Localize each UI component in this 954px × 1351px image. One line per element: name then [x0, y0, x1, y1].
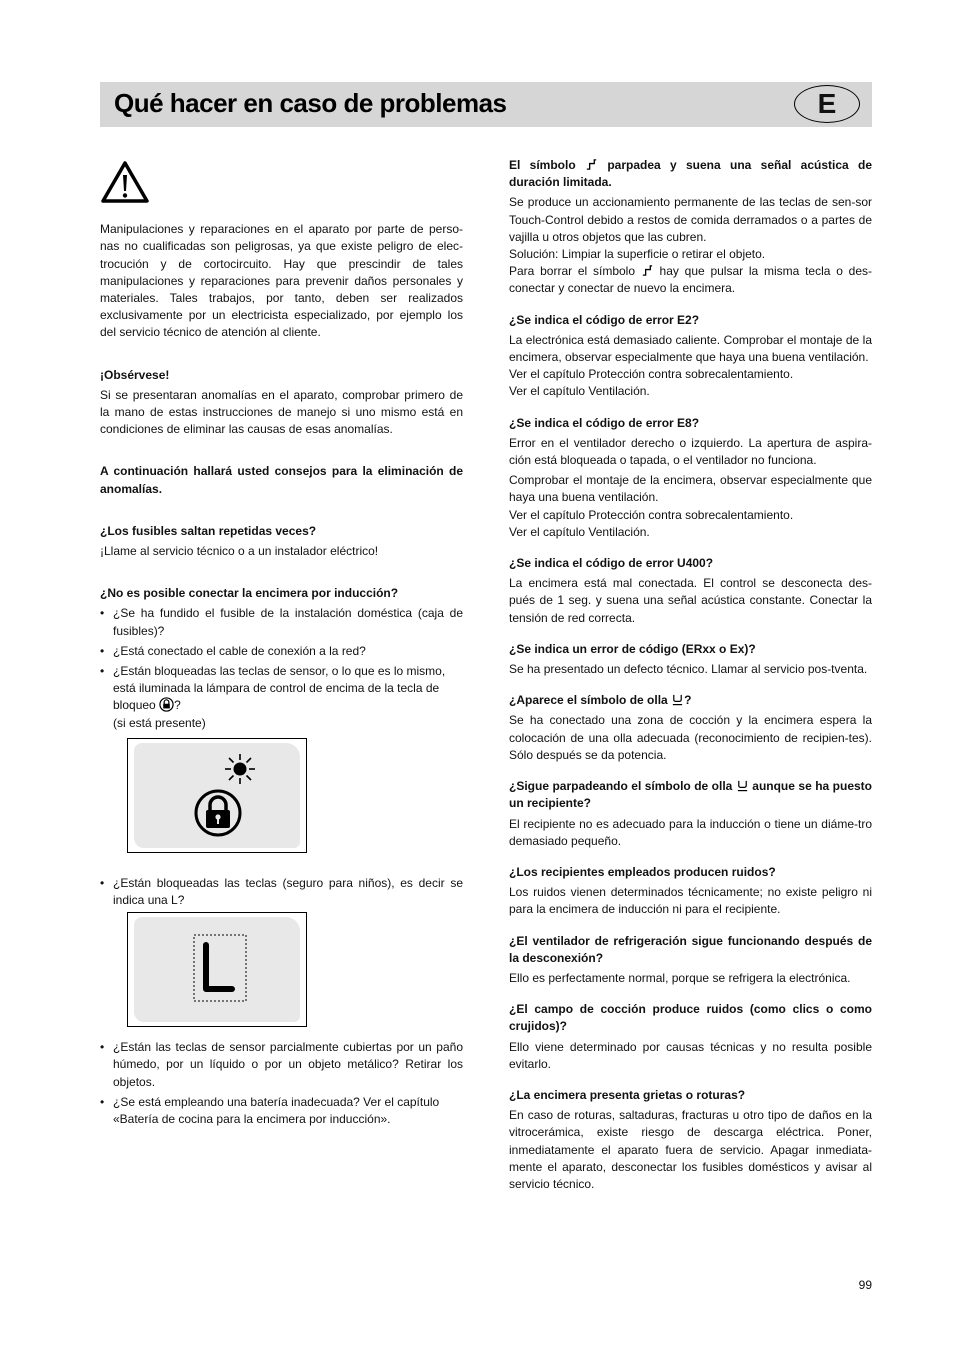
- list-item: • ¿Está conectado el cable de conexión a la red?: [100, 643, 366, 658]
- page-title: Qué hacer en caso de problemas: [114, 88, 507, 118]
- page-number: 99: [858, 1278, 872, 1292]
- noise-heading: ¿Los recipientes empleados producen ruidos?: [509, 864, 776, 879]
- error-e8-ref-1: Ver el capítulo Protección contra sobrecalentamiento.: [509, 507, 794, 522]
- intro-bold: A continuación hallará usted consejos para la eliminación de anomalías.: [100, 464, 463, 496]
- touch-symbol-text-2: Solución: Limpiar la superficie o retirar el objeto.: [509, 247, 766, 262]
- language-badge: E: [794, 85, 860, 123]
- noise-text: Los ruidos vienen determinados técnicamente; no existe peligro ni para la encimera de inducción ni para el recipiente.: [509, 885, 872, 917]
- error-erxx-text: Se ha presentado un defecto técnico. Llamar al servicio pos-tventa.: [509, 662, 868, 677]
- list-item: • ¿Están bloqueadas las teclas (seguro para niños), es decir se indica una L?: [100, 875, 463, 1027]
- cracks-heading: ¿La encimera presenta grietas o roturas?: [509, 1087, 746, 1102]
- clicks-text: Ello viene determinado por causas técnicas y no resulta posible evitarlo.: [509, 1039, 872, 1071]
- lock-panel-graphic: [134, 743, 300, 848]
- observe-heading: ¡Obsérvese!: [100, 367, 170, 382]
- error-u400-heading: ¿Se indica el código de error U400?: [509, 556, 714, 571]
- touch-symbol-icon: [641, 264, 654, 277]
- pot-blinking-heading: ¿Sigue parpadeando el símbolo de olla aunque se ha puesto un recipiente?: [509, 779, 872, 811]
- sun-indicator-icon: [225, 754, 255, 784]
- lock-indicator-illustration: [127, 738, 307, 853]
- pot-symbol-icon: [671, 693, 684, 706]
- connect-bullet-list: [100, 605, 463, 1128]
- list-item: • ¿Están bloqueadas las teclas de sensor, o lo que es lo mismo, está iluminada la lámpara de control de encima de la tecla de bloqueo ? (si está presente): [100, 663, 463, 853]
- fan-heading: ¿El ventilador de refrigeración sigue funcionando después de la desconexión?: [509, 933, 872, 965]
- error-u400-text: La encimera está mal conectada. El control se desconecta des-pués de 1 seg. y suena una señal acústica constante. Conectar la tensión de red correcta.: [509, 576, 872, 625]
- warning-text: Manipulaciones y reparaciones en el aparato por parte de perso-nas no cualificadas son peligrosas, ya que existe peligro de elec-trocución y de cortocircuito. Hay que prescindir de tales manipulaciones y reparaciones para prevenir daños personales y materiales. Tales trabajos, por tanto, deben ser realizados exclusivamente por un electricista especializado, por ejemplo los del servicio técnico de atención al cliente.: [100, 222, 463, 340]
- error-e2-heading: ¿Se indica el código de error E2?: [509, 312, 700, 327]
- error-e2-text: La electrónica está demasiado caliente. Comprobar el montaje de la encimera, observar especialmente que haya una buena ventilación.: [509, 332, 872, 365]
- clicks-heading: ¿El campo de cocción produce ruidos (como clics o como crujidos)?: [509, 1002, 872, 1034]
- error-erxx-heading: ¿Se indica un error de código (ERxx o Ex)?: [509, 641, 756, 656]
- child-lock-L-display: [134, 917, 300, 1022]
- fan-text: Ello es perfectamente normal, porque se refrigera la electrónica.: [509, 970, 851, 985]
- observe-text: Si se presentaran anomalías en el aparato, comprobar primero de la mano de estas instrucciones de manejo si uno mismo está en condiciones de eliminar las causas de esas anomalías.: [100, 387, 463, 437]
- right-column: [509, 157, 872, 1193]
- error-e8-text: Error en el ventilador derecho o izquierdo. La apertura de aspira-ción está bloqueada o tapada, o el ventilador no funciona.: [509, 435, 872, 468]
- pot-blinking-text: El recipiente no es adecuado para la inducción o tiene un diáme-tro demasiado pequeño.: [509, 816, 872, 848]
- error-e8-text-2: Comprobar el montaje de la encimera, observar especialmente que haya una buena ventilación.: [509, 473, 872, 505]
- lock-icon: [196, 791, 240, 835]
- connect-heading: ¿No es posible conectar la encimera por inducción?: [100, 586, 399, 601]
- error-e8-ref-2: Ver el capítulo Ventilación.: [509, 524, 650, 539]
- fuses-text: ¡Llame al servicio técnico o a un instalador eléctrico!: [100, 544, 379, 559]
- error-e2-ref-2: Ver el capítulo Ventilación.: [509, 384, 650, 399]
- left-column: [100, 160, 463, 1131]
- pot-symbol-heading: ¿Aparece el símbolo de olla ?: [509, 693, 692, 708]
- error-e8-heading: ¿Se indica el código de error E8?: [509, 415, 700, 430]
- touch-symbol-text-1: Se produce un accionamiento permanente de las teclas de sen-sor Touch-Control debido a restos de comida derramados o a partes de vajilla u otros objetos que las cubren.: [509, 195, 872, 244]
- touch-symbol-text-3: Para borrar el símbolo hay que pulsar la misma tecla o des-conectar y conectar de nuevo la encimera.: [509, 264, 872, 296]
- list-item: • ¿Se está empleando una batería inadecuada? Ver el capítulo «Batería de cocina para la encimera por inducción».: [100, 1094, 440, 1127]
- page-header: [100, 82, 872, 127]
- pot-symbol-icon: [736, 779, 749, 792]
- child-lock-illustration: [127, 912, 307, 1027]
- touch-symbol-icon: [585, 158, 598, 171]
- list-item: • ¿Están las teclas de sensor parcialmente cubiertas por un paño húmedo, por un líquido o por un objeto metálico? Retirar los objetos.: [100, 1040, 463, 1089]
- list-item: • ¿Se ha fundido el fusible de la instalación doméstica (caja de fusibles)?: [100, 606, 463, 638]
- lock-key-icon: [159, 697, 174, 712]
- cracks-text: En caso de roturas, saltaduras, fracturas u otro tipo de daños en la vitrocerámica, existe riesgo de descarga eléctrica. Poner, inmediatamente el aparato fuera de servicio. Apagar inmediata-mente el aparato, desconectar los fusibles domésticos y avisar al servicio técnico.: [509, 1108, 872, 1191]
- pot-symbol-text: Se ha conectado una zona de cocción y la encimera espera la colocación de una olla adecuada (reconocimiento de recipien-tes). Sólo después se da potencia.: [509, 713, 872, 762]
- error-e2-ref-1: Ver el capítulo Protección contra sobrecalentamiento.: [509, 367, 794, 382]
- fuses-heading: ¿Los fusibles saltan repetidas veces?: [100, 523, 317, 538]
- warning-triangle-icon: [100, 160, 150, 205]
- touch-symbol-heading: El símbolo parpadea y suena una señal acústica de duración limitada.: [509, 158, 872, 190]
